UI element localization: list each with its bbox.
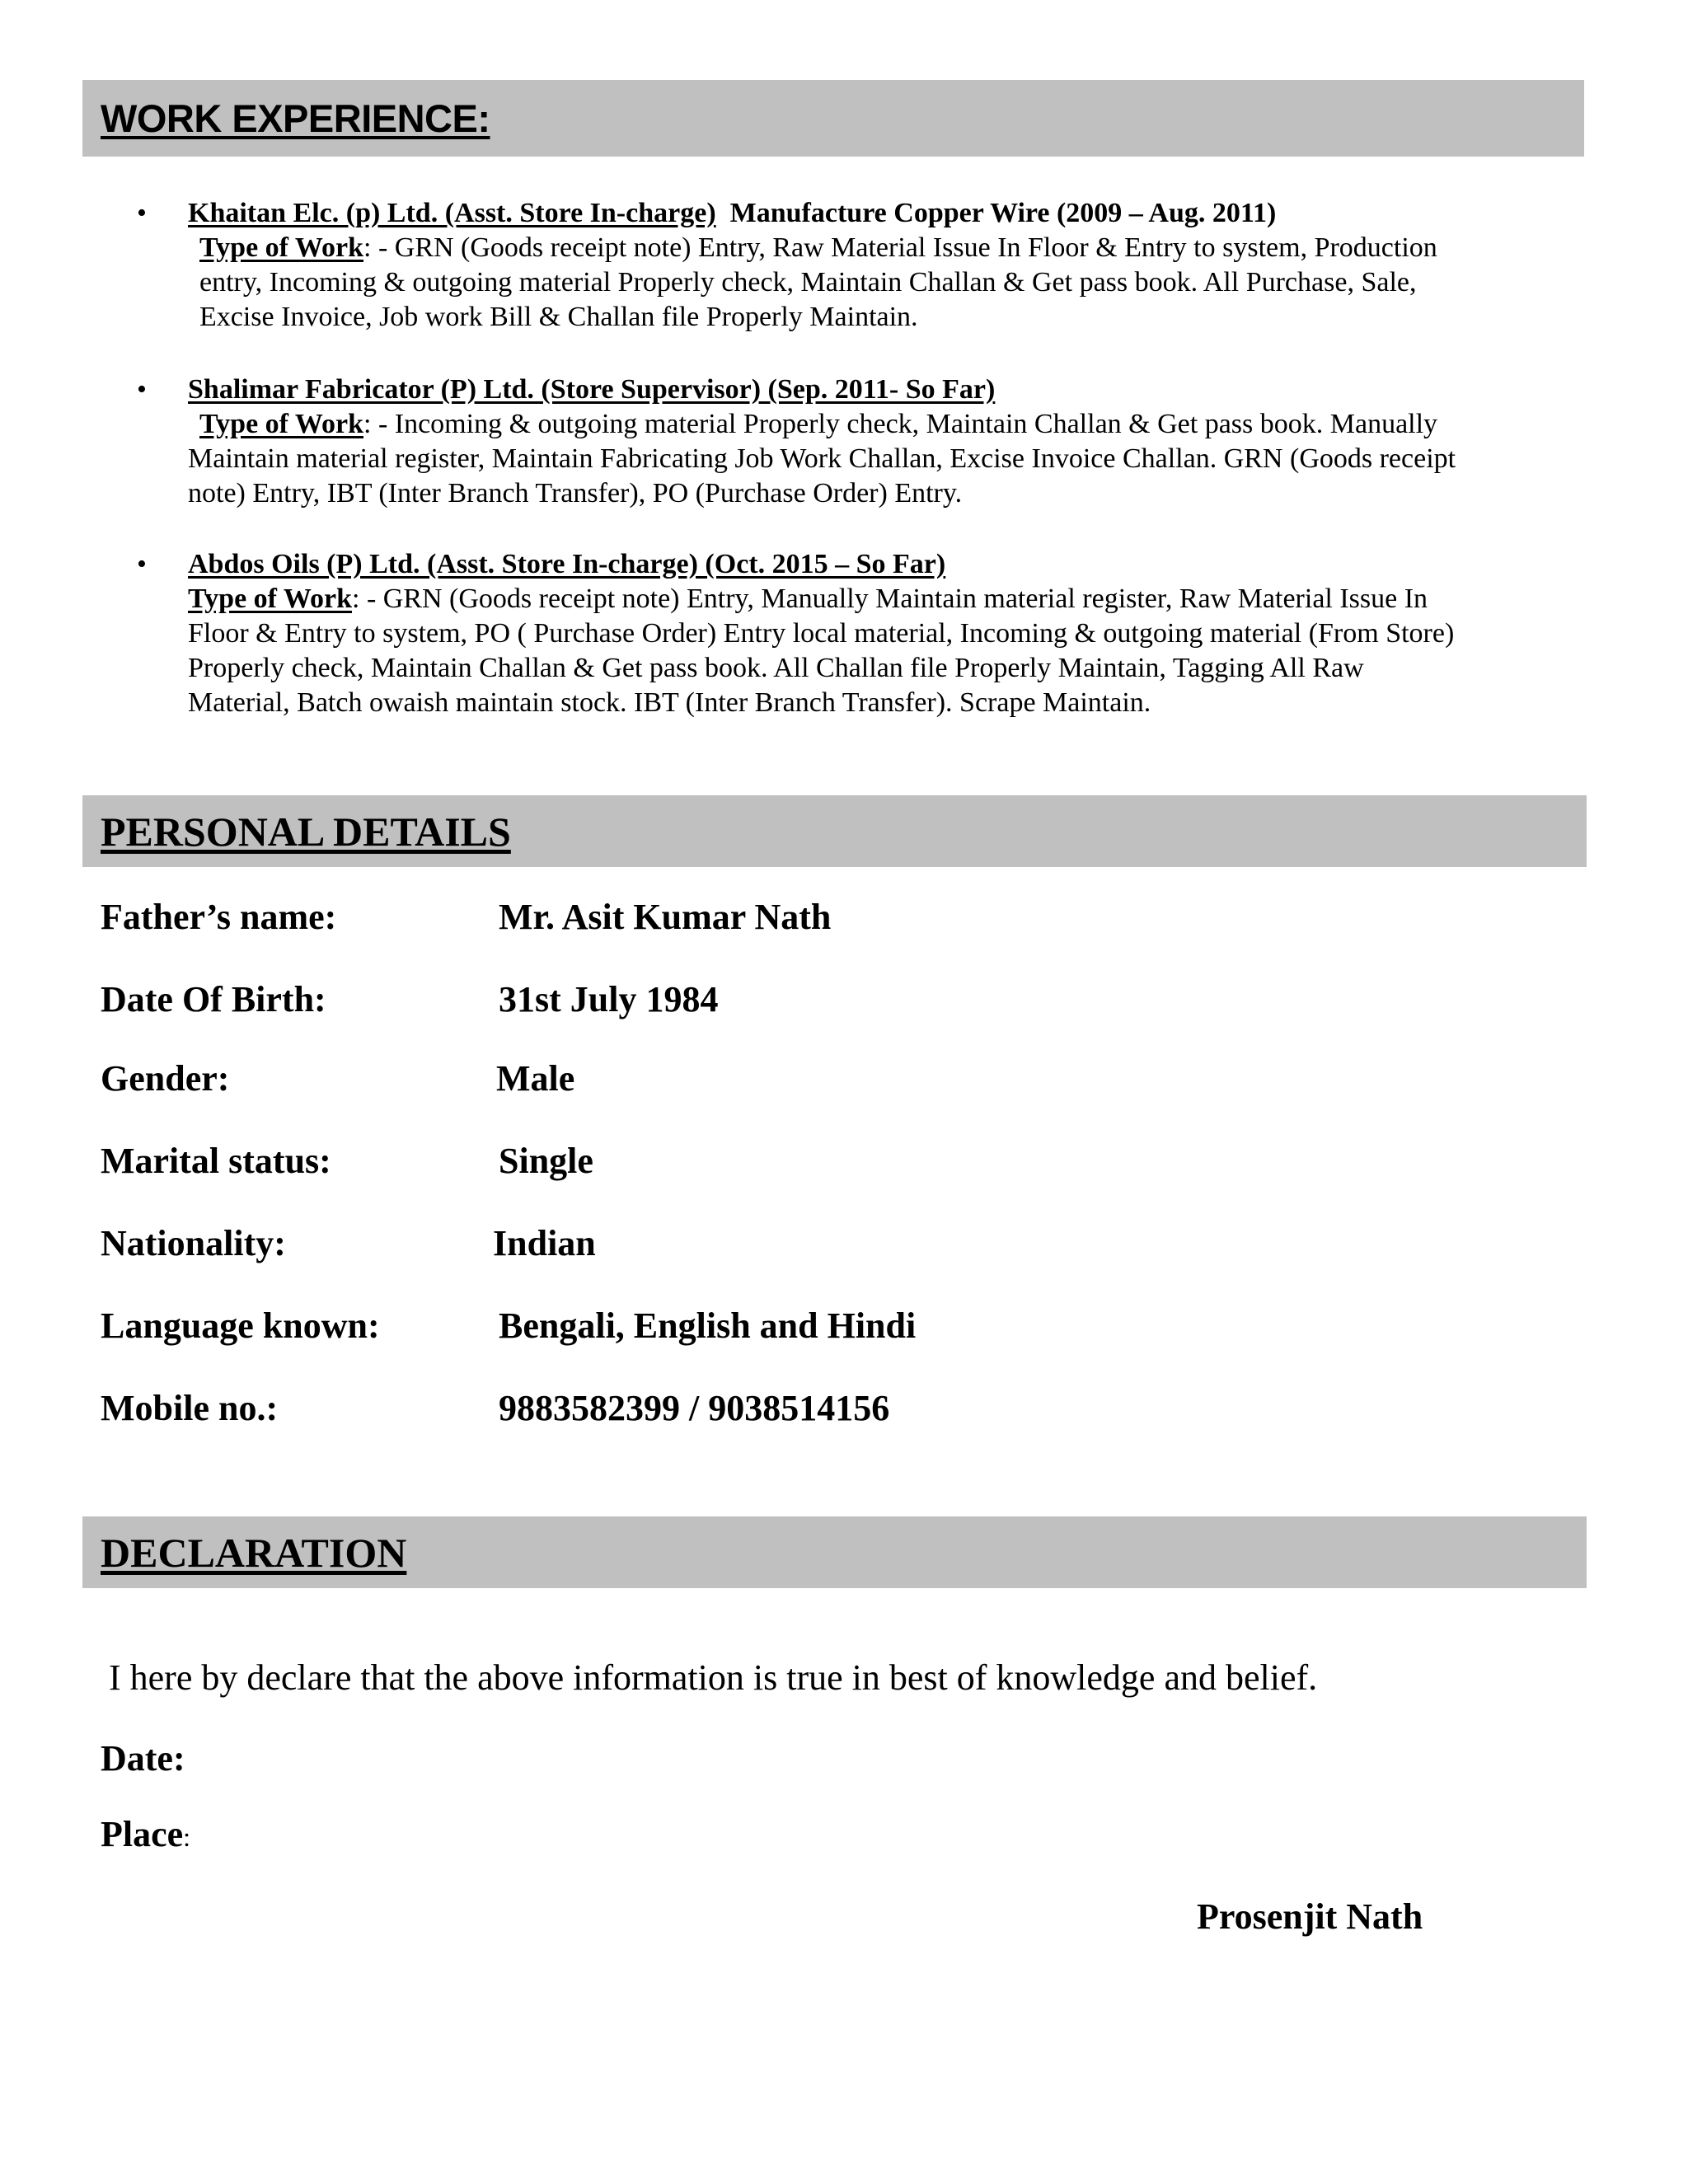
- field-label: Language known:: [101, 1305, 380, 1346]
- signature-name: Prosenjit Nath: [1197, 1896, 1423, 1937]
- job-desc-line: entry, Incoming & outgoing material Properly check, Maintain Challan & Get pass book. All Purchase, Sale,: [199, 267, 1417, 298]
- field-label: Marital status:: [101, 1141, 331, 1181]
- field-value: 9883582399 / 9038514156: [499, 1388, 890, 1428]
- personal-details-header: [82, 795, 1587, 867]
- bullet-icon: •: [137, 374, 147, 405]
- job-heading: [188, 547, 945, 583]
- job-desc-line: : - GRN (Goods receipt note) Entry, Raw Material Issue In Floor & Entry to system, Production: [363, 232, 1437, 263]
- bullet-icon: •: [137, 198, 147, 228]
- job-heading: [188, 196, 1276, 232]
- job-heading-extra: Manufacture Copper Wire (2009 – Aug. 2011): [729, 198, 1277, 228]
- declaration-header: [82, 1516, 1587, 1588]
- job-heading-company: Abdos Oils (P) Ltd. (Asst. Store In-charge) (Oct. 2015 – So Far): [188, 549, 946, 579]
- job-desc-line: : - Incoming & outgoing material Properly check, Maintain Challan & Get pass book. Manually: [363, 409, 1438, 439]
- date-label: Date:: [101, 1738, 185, 1779]
- job-line: [199, 407, 1437, 443]
- work-experience-title: WORK EXPERIENCE:: [101, 96, 490, 140]
- job-heading-company: Shalimar Fabricator (P) Ltd. (Store Supervisor) (Sep. 2011- So Far): [188, 374, 996, 405]
- job-desc-line: Properly check, Maintain Challan & Get pass book. All Challan file Properly Maintain, Tagging All Raw: [188, 653, 1364, 683]
- type-of-work-label: Type of Work: [199, 409, 363, 439]
- field-value: Mr. Asit Kumar Nath: [499, 897, 832, 937]
- work-experience-header: [82, 80, 1584, 157]
- job-desc-line: Floor & Entry to system, PO ( Purchase Order) Entry local material, Incoming & outgoing material (From Store): [188, 618, 1455, 649]
- job-heading-company: Khaitan Elc. (p) Ltd. (Asst. Store In-charge): [188, 198, 716, 228]
- job-desc-line: Maintain material register, Maintain Fabricating Job Work Challan, Excise Invoice Challan. GRN (Goods receipt: [188, 443, 1456, 474]
- field-label: Father’s name:: [101, 897, 337, 937]
- declaration-text: I here by declare that the above information is true in best of knowledge and belief.: [109, 1657, 1318, 1698]
- personal-details-title: PERSONAL DETAILS: [101, 808, 511, 855]
- field-label: Date Of Birth:: [101, 979, 326, 1019]
- field-label: Mobile no.:: [101, 1388, 279, 1428]
- bullet-icon: •: [137, 549, 147, 579]
- job-line: [188, 582, 1428, 617]
- field-value: 31st July 1984: [499, 979, 719, 1019]
- type-of-work-label: Type of Work: [199, 232, 363, 263]
- job-desc-line: Excise Invoice, Job work Bill & Challan file Properly Maintain.: [199, 302, 918, 332]
- field-value: Indian: [493, 1223, 596, 1263]
- job-desc-line: : - GRN (Goods receipt note) Entry, Manually Maintain material register, Raw Material Issue In: [352, 583, 1428, 614]
- place-colon: :: [183, 1822, 191, 1852]
- place-label: Place: [101, 1814, 184, 1854]
- declaration-title: DECLARATION: [101, 1529, 407, 1576]
- field-value: Single: [499, 1141, 593, 1181]
- field-label: Gender:: [101, 1058, 230, 1099]
- job-line: [199, 231, 1437, 266]
- job-desc-line: Material, Batch owaish maintain stock. IBT (Inter Branch Transfer). Scrape Maintain.: [188, 687, 1151, 718]
- field-value: Bengali, English and Hindi: [499, 1305, 917, 1346]
- type-of-work-label: Type of Work: [188, 583, 352, 614]
- field-value: Male: [496, 1058, 575, 1099]
- job-heading: [188, 373, 995, 408]
- job-desc-line: note) Entry, IBT (Inter Branch Transfer), PO (Purchase Order) Entry.: [188, 478, 963, 509]
- place-field: [101, 1813, 190, 1855]
- field-label: Nationality:: [101, 1223, 286, 1263]
